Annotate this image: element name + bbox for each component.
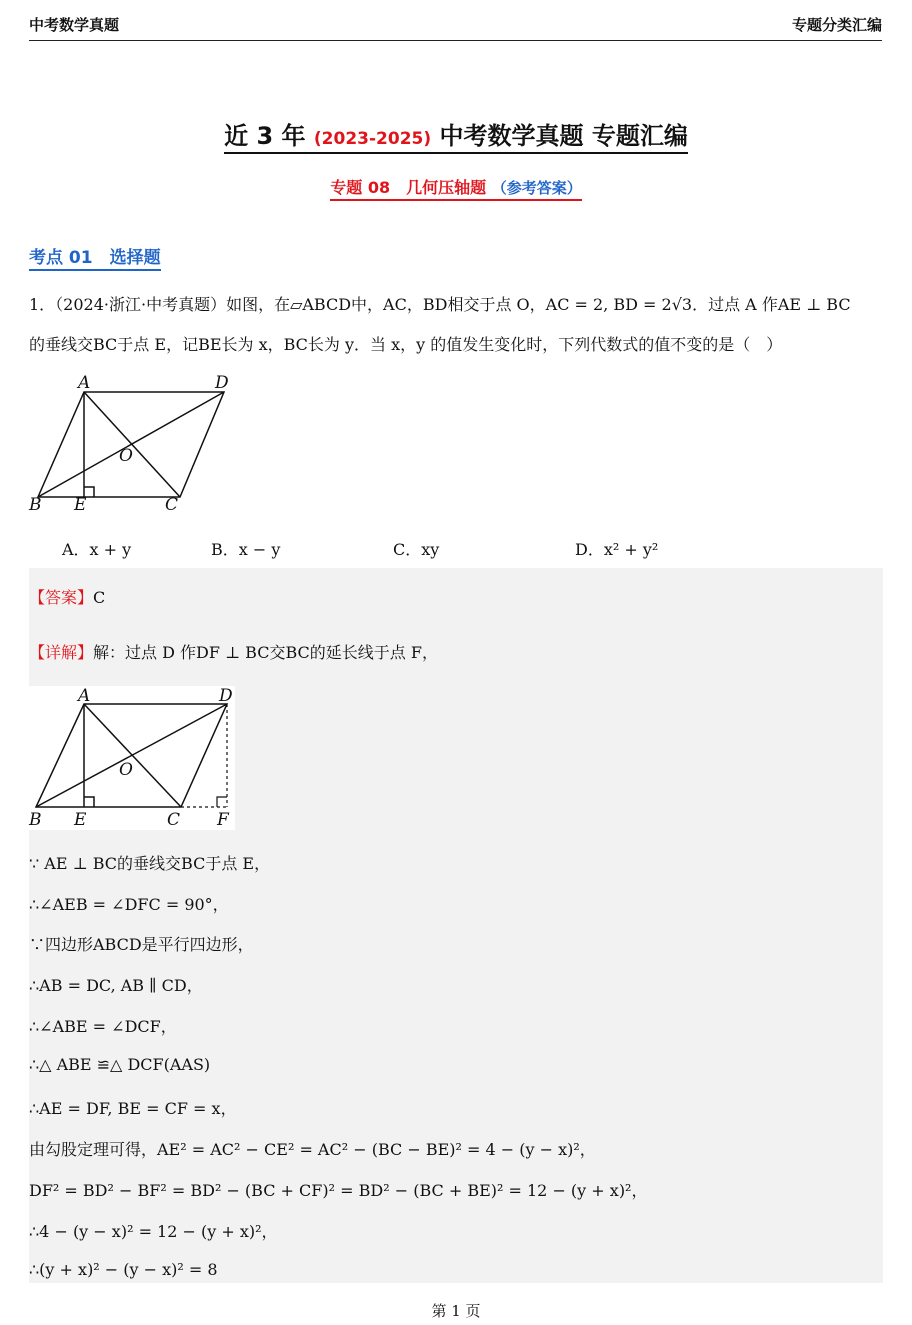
option-d: D．x² + y² — [575, 540, 659, 559]
parallelogram-figure-extended — [26, 683, 238, 833]
section-heading: 考点 01 选择题 — [29, 243, 161, 271]
header-divider — [29, 40, 882, 41]
page-number: 第 1 页 — [431, 1302, 481, 1320]
figure1-label-a: A — [78, 373, 91, 393]
step-1: ∵ AE ⊥ BC的垂线交BC于点 E， — [29, 854, 271, 873]
figure2-label-o: O — [119, 760, 133, 780]
figure2-label-f: F — [217, 810, 229, 830]
figure2-label-c: C — [167, 810, 181, 830]
page-subtitle — [0, 175, 912, 198]
title-prefix: 近 3 年 — [224, 122, 306, 150]
answer-tag: 【答案】 — [29, 588, 94, 607]
step-9: DF² = BD² − BF² = BD² − (BC + CF)² = BD² − (BC + BE)² = 12 − (y + x)²， — [29, 1181, 648, 1200]
page-title — [0, 116, 912, 151]
step-2: ∴∠AEB = ∠DFC = 90°， — [29, 895, 229, 914]
header-left: 中考数学真题 — [29, 16, 120, 34]
parallelogram-figure — [26, 368, 246, 516]
solution-panel — [29, 568, 883, 1283]
answer-value: C — [93, 588, 106, 607]
question-line-2: 的垂线交BC于点 E，记BE长为 x，BC长为 y．当 x，y 的值发生变化时，下列代数式的值不变的是（ ） — [29, 335, 783, 354]
detail-line — [29, 640, 438, 663]
figure1-label-c: C — [165, 495, 179, 515]
subtitle-main: 专题 08 几何压轴题 — [330, 178, 487, 197]
step-10: ∴4 − (y − x)² = 12 − (y + x)²， — [29, 1222, 278, 1241]
option-c: C．xy — [393, 540, 440, 559]
figure1-label-o: O — [119, 446, 133, 466]
step-8: 由勾股定理可得，AE² = AC² − CE² = AC² − (BC − BE)² = 4 − (y − x)²， — [29, 1140, 596, 1159]
answer-line — [29, 585, 105, 608]
option-b: B．x − y — [211, 540, 281, 559]
step-4: ∴AB = DC, AB ∥ CD， — [29, 976, 203, 995]
figure2-label-d: D — [219, 686, 233, 706]
step-11: ∴(y + x)² − (y − x)² = 8 — [29, 1260, 218, 1279]
step-6: ∴△ ABE ≌△ DCF(AAS) — [29, 1055, 211, 1074]
step-7: ∴AE = DF, BE = CF = x， — [29, 1099, 237, 1118]
title-suffix: 中考数学真题 专题汇编 — [439, 122, 688, 150]
figure1-label-d: D — [215, 373, 229, 393]
figure2-label-e: E — [74, 810, 87, 830]
option-a: A．x + y — [62, 540, 132, 559]
header-right: 专题分类汇编 — [791, 16, 882, 34]
step-5: ∴∠ABE = ∠DCF， — [29, 1017, 177, 1036]
figure1-label-e: E — [74, 495, 87, 515]
detail-tag: 【详解】 — [29, 643, 94, 662]
figure2-label-b: B — [29, 810, 42, 830]
figure2-label-a: A — [78, 686, 91, 706]
question-line-1: 1．（2024·浙江·中考真题）如图，在▱ABCD中，AC，BD相交于点 O，AC = 2, BD = 2√3．过点 A 作AE ⊥ BC — [29, 295, 851, 314]
title-years: (2023-2025) — [313, 129, 432, 149]
subtitle-note: （参考答案） — [491, 179, 582, 197]
figure1-label-b: B — [29, 495, 42, 515]
detail-intro: 解：过点 D 作DF ⊥ BC交BC的延长线于点 F， — [93, 643, 438, 662]
step-3: ∵四边形ABCD是平行四边形， — [29, 935, 254, 954]
